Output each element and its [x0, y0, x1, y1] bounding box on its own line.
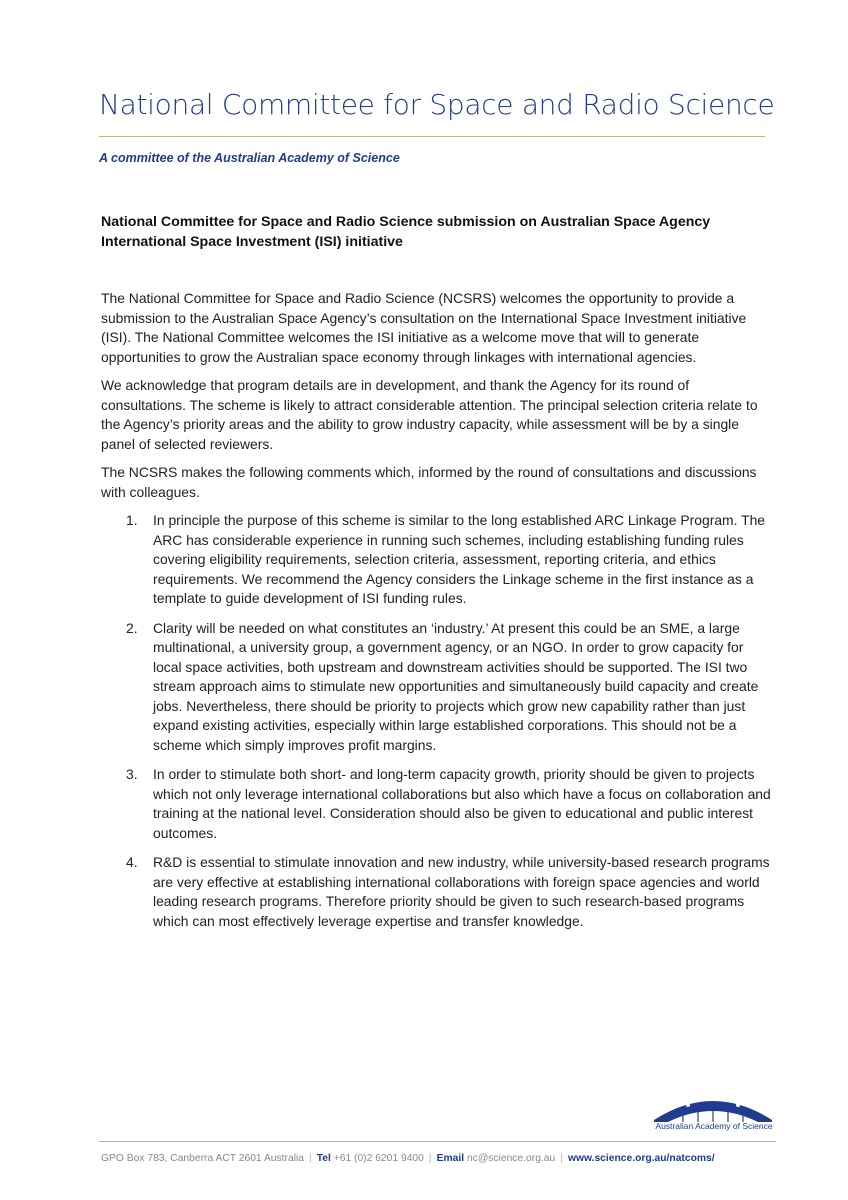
list-item-text: R&D is essential to stimulate innovation and new industry, while university-based research programs are very effective at establishing international collaborations with foreign space agencies and world leading research programs. Therefore priority should be given to such research-based programs which can most effectively leverage expertise and transfer knowledge.: [153, 854, 770, 929]
footer-website-link[interactable]: www.science.org.au/natcoms/: [567, 1153, 715, 1164]
list-item-number: 1.: [126, 512, 138, 528]
paragraph: The National Committee for Space and Radio Science (NCSRS) welcomes the opportunity to provide a submission to the Australian Space Agency’s consultation on the International Space Investment initiative (ISI). The National Committee welcomes the ISI initiative as a welcome move that will to generate opportunities to grow the Australian space economy through linkages with international agencies.: [101, 290, 747, 365]
logo-caption: Australian Academy of Science: [655, 1121, 773, 1131]
document-title: National Committee for Space and Radio Science submission on Australian Space Agency International Space Investment (ISI) initiative: [101, 214, 711, 250]
list-item-number: 3.: [126, 766, 138, 782]
document-body: [101, 289, 773, 941]
paragraph: We acknowledge that program details are in development, and thank the Agency for its round of consultations. The scheme is likely to attract considerable attention. The principal selection criteria relate to the Agency’s priority areas and the ability to grow industry capacity, while assessment will be by a single panel of selected reviewers.: [101, 377, 758, 452]
list-item-text: Clarity will be needed on what constitutes an ‘industry.’ At present this could be an SME, a large multinational, a university group, a government agency, or an NGO. In order to grow capacity for local space activities, both upstream and downstream activities should be supported. The ISI two stream approach aims to stimulate new opportunities and simultaneously build capacity and create jobs. Nevertheless, there should be priority to projects which grow new capability rather than just expand existing activities, especially within large established corporations. This should not be a scheme which simply improves profit margins.: [153, 619, 759, 753]
footer: [101, 1153, 781, 1164]
footer-address: GPO Box 783, Canberra ACT 2601 Australia: [101, 1153, 305, 1164]
list-item: [101, 765, 773, 843]
paragraph: The NCSRS makes the following comments which, informed by the round of consultations and discussions with colleagues.: [101, 464, 757, 500]
organization-title: National Committee for Space and Radio Science: [99, 88, 775, 121]
list-item: [101, 511, 773, 609]
footer-separator: |: [309, 1153, 312, 1164]
footer-email-label: Email: [436, 1153, 465, 1164]
header-divider: [99, 136, 765, 137]
comments-list: [101, 511, 773, 931]
list-item-text: In principle the purpose of this scheme is similar to the long established ARC Linkage Program. The ARC has considerable experience in running such schemes, including establishing funding rules covering eligibility requirements, selection criteria, assessment, reporting criteria, and ethics requirements. We recommend the Agency considers the Linkage scheme in the first instance as a template to guide development of ISI funding rules.: [153, 512, 766, 606]
footer-tel-label: Tel: [316, 1153, 331, 1164]
footer-separator: |: [560, 1153, 563, 1164]
list-item: [101, 619, 773, 756]
list-item: [101, 853, 773, 931]
footer-email-link[interactable]: nc@science.org.au: [466, 1153, 556, 1164]
footer-tel-value: +61 (0)2 6201 9400: [333, 1153, 424, 1164]
list-item-text: In order to stimulate both short- and long-term capacity growth, priority should be given to projects which not only leverage international collaborations but also which have a focus on collaboration and training at the national level. Consideration should also be given to educational and public interest outcomes.: [153, 766, 771, 841]
footer-separator: |: [428, 1153, 432, 1164]
organization-subtitle: A committee of the Australian Academy of Science: [99, 151, 400, 165]
footer-divider: [99, 1141, 776, 1142]
list-item-number: 2.: [126, 619, 138, 636]
list-item-number: 4.: [126, 854, 138, 870]
